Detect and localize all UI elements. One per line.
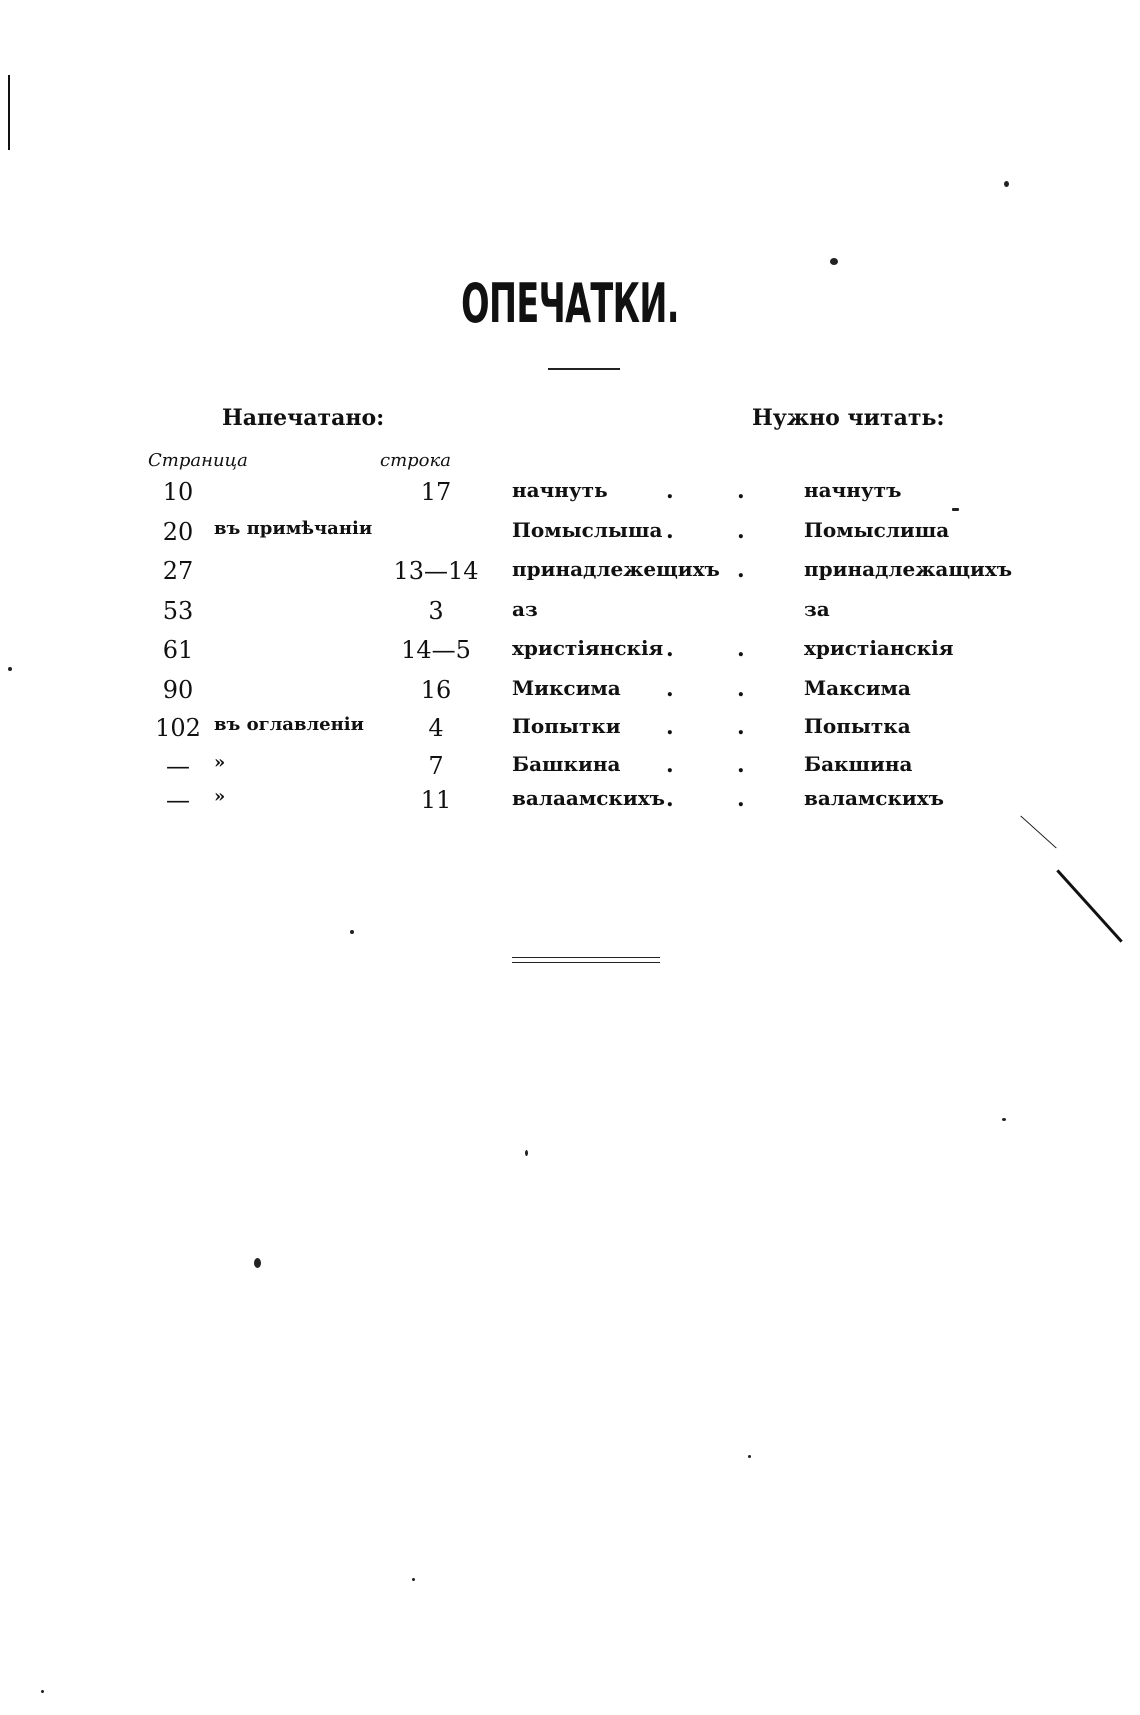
- printed-text: Попытки: [512, 714, 621, 738]
- end-rule: [512, 962, 660, 963]
- line-number: 3: [428, 597, 444, 625]
- errata-row: [0, 786, 1140, 822]
- line-number: 4: [428, 714, 444, 742]
- correct-text: за: [804, 597, 830, 621]
- scan-edge-mark: [8, 75, 10, 150]
- printed-text: Помыслыша: [512, 518, 663, 542]
- scan-stroke: [1056, 869, 1122, 942]
- page-number: 10: [162, 478, 194, 506]
- leader-dot: .: [737, 636, 745, 662]
- line-number: 11: [420, 786, 452, 814]
- page-number: 90: [162, 676, 194, 704]
- page-number: —: [166, 752, 190, 780]
- line-number: 13—14: [393, 557, 479, 585]
- page-number: 61: [162, 636, 194, 664]
- correct-text: принадлежащихъ: [804, 557, 1013, 581]
- leader-dot: .: [666, 752, 674, 778]
- page-title: ОПЕЧАТКИ.: [461, 272, 679, 335]
- printed-text: валаамскихъ: [512, 786, 665, 810]
- printed-text: Миксима: [512, 676, 621, 700]
- leader-dot: .: [737, 786, 745, 812]
- correct-text: Попытка: [804, 714, 911, 738]
- leader-dot: .: [666, 478, 674, 504]
- leader-dot: .: [737, 478, 745, 504]
- leader-dot: .: [737, 714, 745, 740]
- page-subheader: Страница: [148, 450, 248, 471]
- line-number: 17: [420, 478, 452, 506]
- leader-dot: .: [737, 676, 745, 702]
- leader-dot: .: [737, 557, 745, 583]
- line-number: 14—5: [401, 636, 471, 664]
- leader-dot: .: [666, 676, 674, 702]
- scan-speck: [412, 1578, 415, 1581]
- correct-text: Бакшина: [804, 752, 913, 776]
- errata-row: [0, 597, 1140, 633]
- scan-speck: [830, 258, 838, 265]
- errata-row: [0, 714, 1140, 750]
- printed-text: аз: [512, 597, 538, 621]
- page-number: —: [166, 786, 190, 814]
- printed-text: Башкина: [512, 752, 621, 776]
- scan-speck: [1004, 181, 1009, 187]
- should-read-column-header: Нужно читать:: [752, 405, 945, 431]
- scan-speck: [952, 508, 959, 511]
- end-rule: [512, 957, 660, 958]
- errata-row: [0, 636, 1140, 672]
- leader-dot: .: [666, 518, 674, 544]
- errata-row: [0, 752, 1140, 788]
- correct-text: Максима: [804, 676, 911, 700]
- correct-text: валамскихъ: [804, 786, 945, 810]
- scan-speck: [748, 1455, 751, 1458]
- scan-speck: [8, 667, 12, 671]
- leader-dot: .: [666, 636, 674, 662]
- correct-text: Помыслиша: [804, 518, 950, 542]
- scan-speck: [254, 1258, 261, 1268]
- location-note: въ оглавленіи: [214, 714, 364, 735]
- errata-row: [0, 478, 1140, 514]
- correct-text: христіанскія: [804, 636, 954, 660]
- errata-row: [0, 676, 1140, 712]
- correct-text: начнутъ: [804, 478, 902, 502]
- leader-dot: .: [737, 518, 745, 544]
- page-number: 20: [162, 518, 194, 546]
- errata-row: [0, 557, 1140, 593]
- printed-column-header: Напечатано:: [222, 405, 385, 431]
- printed-text: христіянскія: [512, 636, 664, 660]
- line-subheader: строка: [380, 450, 451, 471]
- page-number: 27: [162, 557, 194, 585]
- printed-text: принадлежещихъ: [512, 557, 720, 581]
- line-number: 7: [428, 752, 444, 780]
- leader-dot: .: [666, 786, 674, 812]
- scan-speck: [1002, 1118, 1006, 1121]
- title-divider: [548, 368, 620, 370]
- printed-text: начнуть: [512, 478, 608, 502]
- line-number: 16: [420, 676, 452, 704]
- scan-speck: [350, 930, 354, 934]
- location-note: »: [214, 786, 226, 807]
- page-number: 53: [162, 597, 194, 625]
- location-note: въ примѣчаніи: [214, 518, 373, 539]
- leader-dot: .: [666, 714, 674, 740]
- page-number: 102: [155, 714, 201, 742]
- leader-dot: .: [737, 752, 745, 778]
- errata-row: [0, 518, 1140, 554]
- scan-speck: [525, 1150, 528, 1156]
- location-note: »: [214, 752, 226, 773]
- scan-speck: [41, 1690, 44, 1693]
